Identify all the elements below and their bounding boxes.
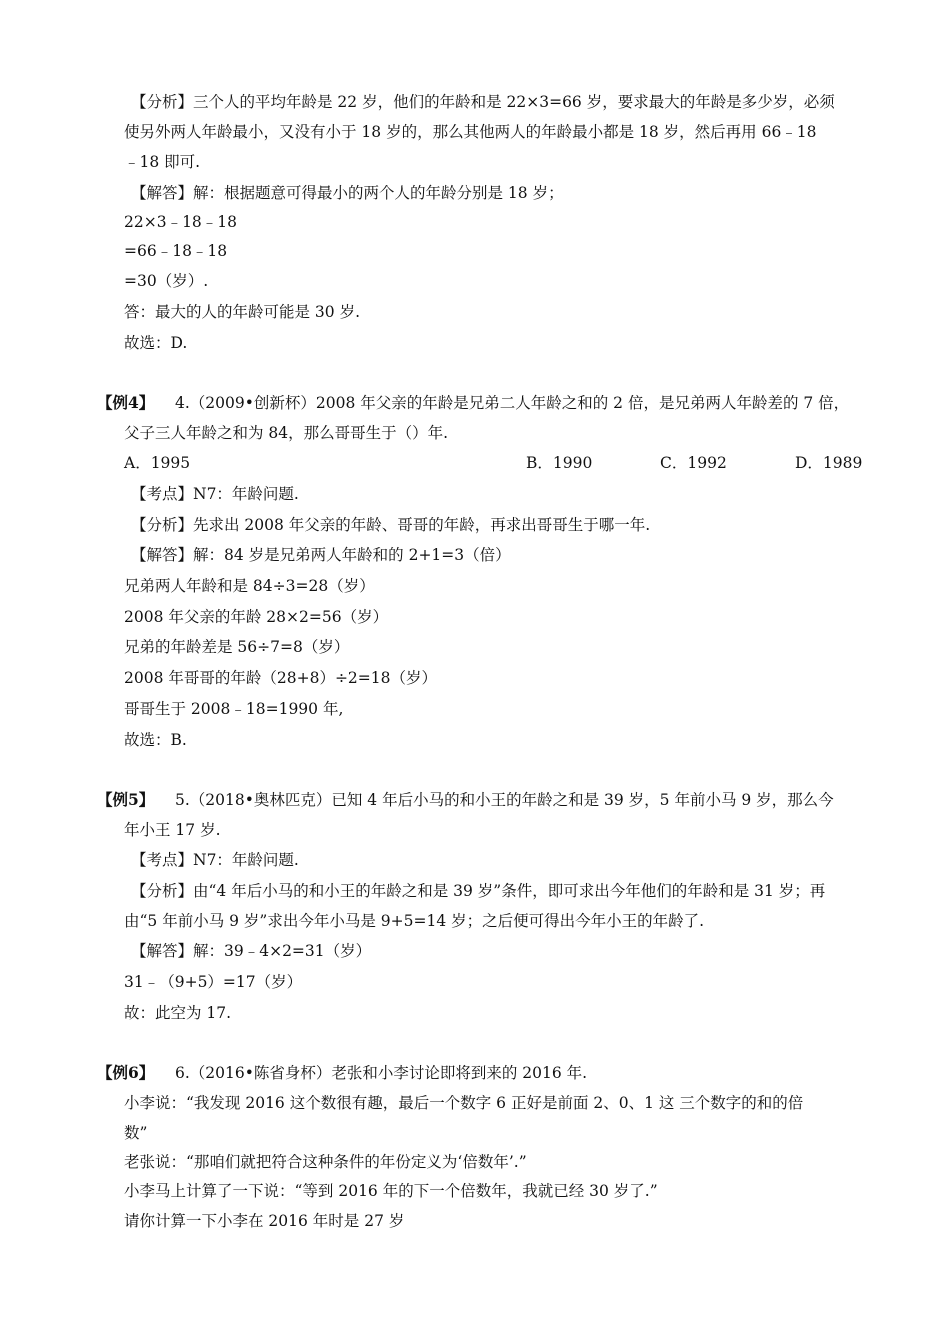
question-text: 4.（2009•创新杯）2008 年父亲的年龄是兄弟二人年龄之和的 2 倍，是兄弟两人年龄差的 7 倍， [175, 394, 850, 412]
question-prompt: 请你计算一下小李在 2016 年时是 27 岁 [124, 1212, 405, 1230]
solution-step: 哥哥生于 2008﹣18=1990 年, [124, 700, 344, 718]
solution-heading: 【解答】解：84 岁是兄弟两人年龄和的 2+1=3（倍） [131, 546, 511, 564]
analysis-line-1: 【分析】三个人的平均年龄是 22 岁，他们的年龄和是 22×3=66 岁，要求最大的年龄是多少岁，必须 [131, 93, 835, 111]
option-a: A．1995 [124, 454, 191, 472]
solution-answer: 答：最大的人的年龄可能是 30 岁. [124, 303, 361, 321]
solution-step: 兄弟两人年龄和是 84÷3=28（岁） [124, 577, 375, 595]
solution-step: 31﹣（9+5）=17（岁） [124, 973, 303, 991]
knowledge-point: 【考点】N7：年龄问题. [131, 851, 299, 869]
analysis: 【分析】先求出 2008 年父亲的年龄、哥哥的年龄，再求出哥哥生于哪一年. [131, 516, 651, 534]
option-c: C．1992 [660, 454, 727, 472]
solution-heading: 【解答】解：39﹣4×2=31（岁） [131, 942, 372, 960]
knowledge-point: 【考点】N7：年龄问题. [131, 485, 299, 503]
analysis-line-1: 【分析】由“4 年后小马的和小王的年龄之和是 39 岁”条件，即可求出今年他们的年龄和是 31 岁；再 [131, 882, 826, 900]
solution-heading: 【解答】解：根据题意可得最小的两个人的年龄分别是 18 岁； [131, 184, 564, 202]
question-text: 5.（2018•奥林匹克）已知 4 年后小马的和小王的年龄之和是 39 岁，5 年前小马 9 岁，那么今 [175, 791, 834, 809]
example-tag: 【例6】 [97, 1063, 155, 1082]
question-text: 6.（2016•陈省身杯）老张和小李讨论即将到来的 2016 年. [175, 1064, 588, 1082]
solution-choice: 故选：D. [124, 334, 188, 352]
example-5-question-line-1 [97, 790, 834, 810]
example-tag: 【例5】 [97, 790, 155, 809]
solution-step: 2008 年哥哥的年龄（28+8）÷2=18（岁） [124, 669, 438, 687]
solution-choice: 故选：B. [124, 731, 187, 749]
example-6-question-line-1 [97, 1063, 587, 1083]
option-d: D．1989 [795, 454, 863, 472]
analysis-line-2: 使另外两人年龄最小，又没有小于 18 岁的，那么其他两人的年龄最小都是 18 岁，然后再用 66﹣18 [124, 123, 817, 141]
solution-step: 2008 年父亲的年龄 28×2=56（岁） [124, 608, 389, 626]
example-4-question-line-2: 父子三人年龄之和为 84，那么哥哥生于（）年. [124, 424, 449, 442]
example-tag: 【例4】 [97, 393, 155, 412]
dialogue-line: 老张说：“那咱们就把符合这种条件的年份定义为‘倍数年’.” [124, 1153, 527, 1171]
solution-step: =66﹣18﹣18 [124, 242, 228, 260]
example-5-question-line-2: 年小王 17 岁. [124, 821, 221, 839]
solution-step: 兄弟的年龄差是 56÷7=8（岁） [124, 638, 350, 656]
dialogue-line: 数” [124, 1124, 148, 1142]
example-4-question-line-1 [97, 393, 849, 413]
analysis-line-3: ﹣18 即可. [124, 153, 201, 171]
analysis-line-2: 由“5 年前小马 9 岁”求出今年小马是 9+5=14 岁；之后便可得出今年小王的年龄了. [124, 912, 705, 930]
solution-step: 22×3﹣18﹣18 [124, 213, 238, 231]
dialogue-line: 小李说：“我发现 2016 这个数很有趣，最后一个数字 6 正好是前面 2、0、1 这 三个数字的和的倍 [124, 1094, 804, 1112]
solution-step: =30（岁）. [124, 272, 209, 290]
option-b: B．1990 [526, 454, 593, 472]
dialogue-line: 小李马上计算了一下说：“等到 2016 年的下一个倍数年，我就已经 30 岁了.” [124, 1182, 658, 1200]
solution-conclusion: 故：此空为 17. [124, 1004, 232, 1022]
